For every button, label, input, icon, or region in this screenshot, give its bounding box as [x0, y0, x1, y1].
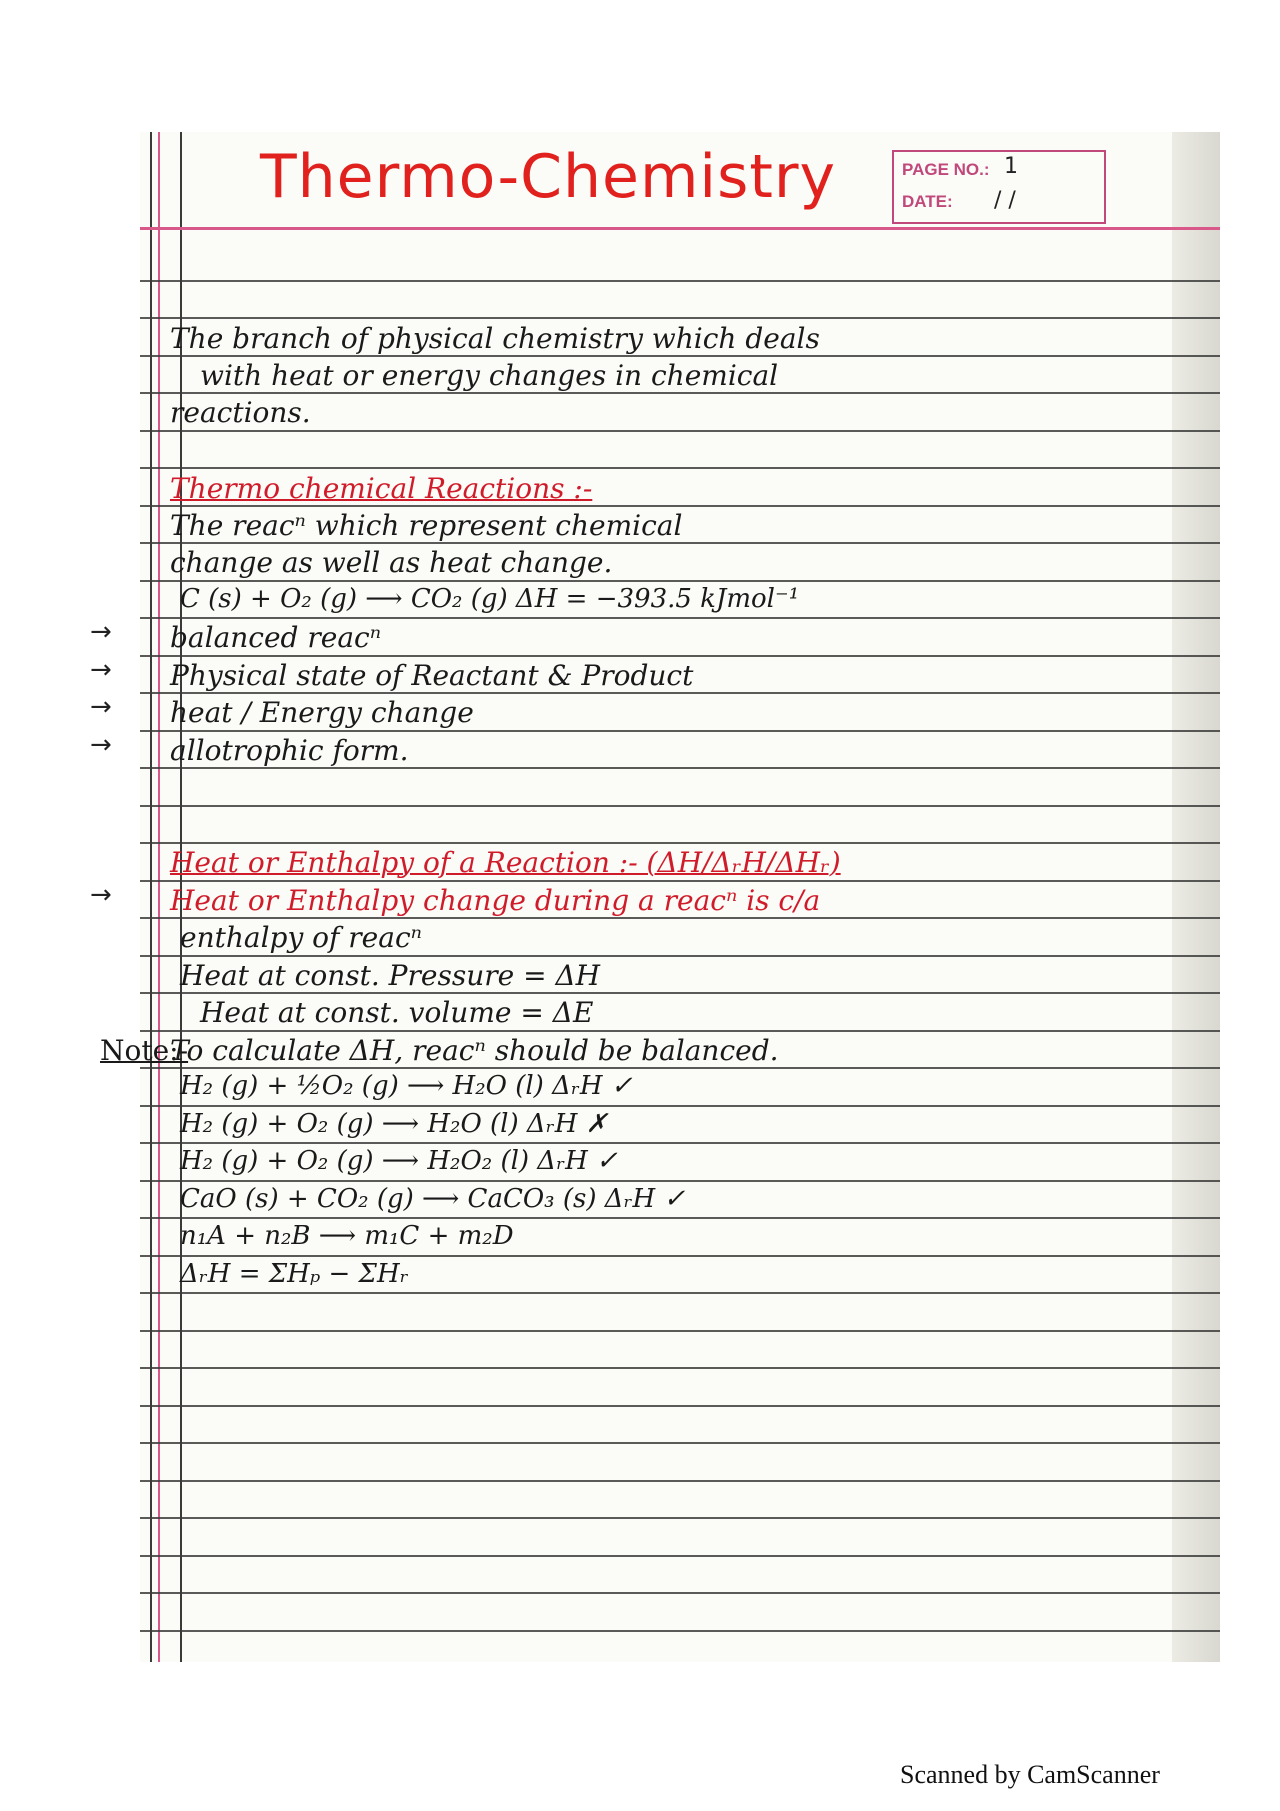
- bullet-item: Physical state of Reactant & Product: [170, 659, 694, 692]
- rule-line: [140, 1480, 1220, 1482]
- bullet-item: heat / Energy change: [170, 696, 474, 729]
- rule-line: [140, 1592, 1220, 1594]
- rule-line: [140, 1442, 1220, 1444]
- rule-line: [140, 1330, 1220, 1332]
- rule-line: [140, 580, 1220, 582]
- rule-line: [140, 992, 1220, 994]
- rule-line: [140, 355, 1220, 357]
- date-label: DATE:: [902, 192, 953, 211]
- arrow-icon: →: [90, 617, 112, 647]
- definition-line-2: with heat or energy changes in chemical: [200, 359, 779, 392]
- scanner-watermark: Scanned by CamScanner: [900, 1760, 1160, 1789]
- rule-line: [140, 467, 1220, 469]
- rule-line: [140, 880, 1220, 882]
- section1-equation: C (s) + O₂ (g) ⟶ CO₂ (g) ΔH = −393.5 kJmol⁻¹: [180, 584, 800, 614]
- rule-line: [140, 1180, 1220, 1182]
- bullet-item: balanced reacⁿ: [170, 621, 382, 654]
- margin-line-dark: [150, 132, 152, 1662]
- rule-line: [140, 430, 1220, 432]
- section2-line-4: Heat at const. volume = ΔE: [200, 996, 594, 1029]
- section2-line-3: Heat at const. Pressure = ΔH: [180, 959, 601, 992]
- date-value: / /: [994, 188, 1016, 213]
- page-no-label: PAGE NO.:: [902, 160, 990, 179]
- rule-line: [140, 317, 1220, 319]
- rule-line: [140, 1405, 1220, 1407]
- page-date-box: [892, 150, 1106, 224]
- section1-line-2: change as well as heat change.: [170, 546, 613, 579]
- header-rule: [140, 227, 1220, 230]
- rule-line: [140, 955, 1220, 957]
- page-title: Thermo-Chemistry: [260, 142, 837, 212]
- section1-line-1: The reacⁿ which represent chemical: [170, 509, 683, 542]
- section2-line-1: Heat or Enthalpy change during a reacⁿ is c/a: [170, 884, 821, 917]
- rule-line: [140, 767, 1220, 769]
- note-equation: H₂ (g) + O₂ (g) ⟶ H₂O (l) ΔᵣH ✗: [180, 1109, 608, 1139]
- definition-line-1: The branch of physical chemistry which deals: [170, 322, 820, 355]
- rule-line: [140, 692, 1220, 694]
- rule-line: [140, 617, 1220, 619]
- notebook-page: [90, 132, 1220, 1662]
- rule-line: [140, 1067, 1220, 1069]
- note-equation: ΔᵣH = ΣHₚ − ΣHᵣ: [180, 1259, 409, 1289]
- rule-line: [140, 542, 1220, 544]
- rule-line: [140, 1142, 1220, 1144]
- arrow-icon: →: [90, 730, 112, 760]
- rule-line: [140, 805, 1220, 807]
- rule-line: [140, 655, 1220, 657]
- rule-line: [140, 1255, 1220, 1257]
- margin-line-red: [158, 132, 160, 1662]
- rule-line: [140, 1367, 1220, 1369]
- rule-line: [140, 1105, 1220, 1107]
- arrow-icon: →: [90, 655, 112, 685]
- rule-line: [140, 1030, 1220, 1032]
- arrow-icon: →: [90, 880, 112, 910]
- rule-line: [140, 1517, 1220, 1519]
- rule-line: [140, 392, 1220, 394]
- note-label: Note:-: [100, 1034, 189, 1067]
- note-equation: H₂ (g) + O₂ (g) ⟶ H₂O₂ (l) ΔᵣH ✓: [180, 1146, 618, 1176]
- definition-line-3: reactions.: [170, 396, 311, 429]
- rule-line: [140, 280, 1220, 282]
- rule-line: [140, 1630, 1220, 1632]
- section-heading-thermo-reactions: Thermo chemical Reactions :-: [170, 472, 593, 505]
- page-no-value: 1: [1004, 154, 1018, 179]
- page-edge: [1172, 132, 1220, 1662]
- rule-line: [140, 1555, 1220, 1557]
- note-equation: n₁A + n₂B ⟶ m₁C + m₂D: [180, 1221, 514, 1251]
- note-equation: CaO (s) + CO₂ (g) ⟶ CaCO₃ (s) ΔᵣH ✓: [180, 1184, 686, 1214]
- rule-line: [140, 730, 1220, 732]
- arrow-icon: →: [90, 692, 112, 722]
- note-equation: H₂ (g) + ½O₂ (g) ⟶ H₂O (l) ΔᵣH ✓: [180, 1071, 633, 1101]
- section-heading-enthalpy: Heat or Enthalpy of a Reaction :- (ΔH/ΔᵣH/ΔHᵣ): [170, 846, 841, 879]
- rule-line: [140, 1292, 1220, 1294]
- rule-line: [140, 1217, 1220, 1219]
- rule-line: [140, 842, 1220, 844]
- section2-line-2: enthalpy of reacⁿ: [180, 921, 422, 954]
- rule-line: [140, 917, 1220, 919]
- bullet-item: allotrophic form.: [170, 734, 409, 767]
- rule-line: [140, 505, 1220, 507]
- note-text: To calculate ΔH, reacⁿ should be balanced.: [170, 1034, 779, 1067]
